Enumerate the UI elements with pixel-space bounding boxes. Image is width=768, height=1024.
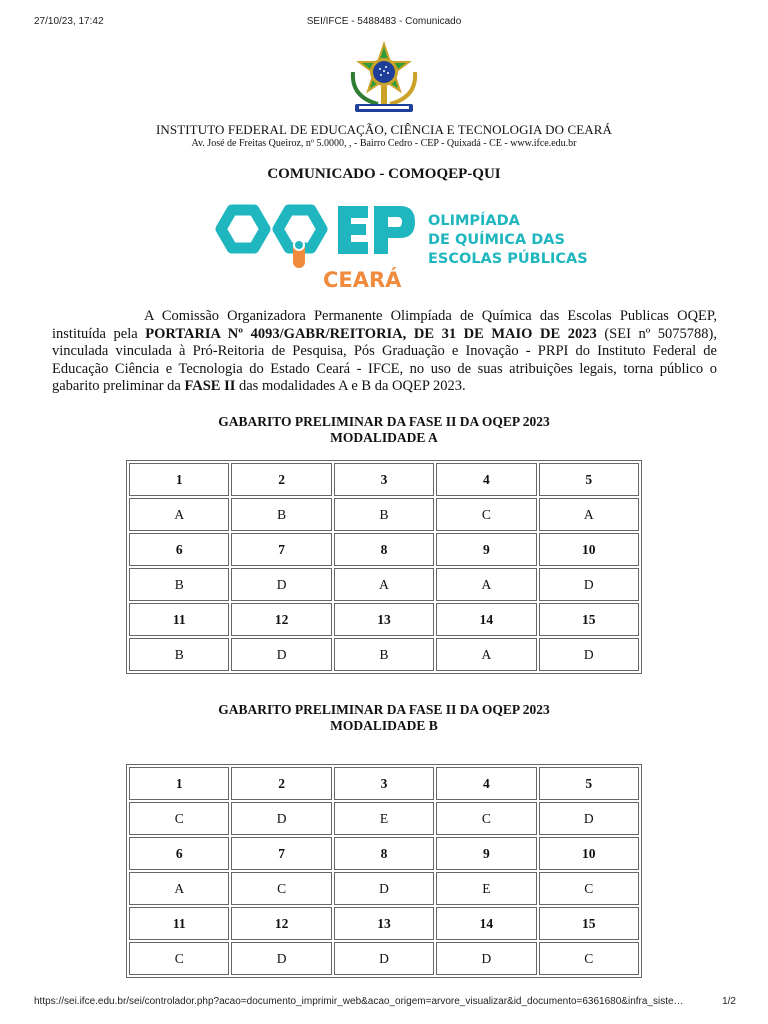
question-number-cell: 5 [539, 767, 639, 800]
answer-cell: D [231, 638, 331, 671]
answer-cell: E [436, 872, 536, 905]
table-row [129, 907, 639, 940]
gabarito-b-heading [0, 702, 768, 734]
question-number-cell: 10 [539, 533, 639, 566]
table-row [129, 463, 639, 496]
institution-name: INSTITUTO FEDERAL DE EDUCAÇÃO, CIÊNCIA E TECNOLOGIA DO CEARÁ [155, 122, 613, 137]
question-number-cell: 9 [436, 533, 536, 566]
answer-cell: C [129, 802, 229, 835]
gabarito-a-heading [0, 414, 768, 446]
answer-cell: D [231, 942, 331, 975]
answer-cell: B [129, 568, 229, 601]
page-number: 1/2 [722, 996, 736, 1007]
answer-cell: D [334, 872, 434, 905]
gabarito-a-title: GABARITO PRELIMINAR DA FASE II DA OQEP 2023 [218, 414, 550, 429]
question-number-cell: 2 [231, 463, 331, 496]
print-date: 27/10/23, 17:42 [34, 16, 104, 27]
question-number-cell: 12 [231, 603, 331, 636]
question-number-cell: 3 [334, 767, 434, 800]
print-header [0, 16, 768, 30]
question-number-cell: 13 [334, 907, 434, 940]
institution-address: Av. José de Freitas Queiroz, nº 5.0000, , - Bairro Cedro - CEP - Quixadá - CE - www.ifce.edu.br [191, 138, 577, 149]
question-number-cell: 9 [436, 837, 536, 870]
question-number-cell: 7 [231, 837, 331, 870]
question-number-cell: 3 [334, 463, 434, 496]
question-number-cell: 12 [231, 907, 331, 940]
question-number-cell: 6 [129, 533, 229, 566]
answer-cell: B [334, 498, 434, 531]
gabarito-a-table [126, 460, 642, 674]
question-number-cell: 11 [129, 907, 229, 940]
table-row [129, 767, 639, 800]
answer-cell: A [436, 638, 536, 671]
gabarito-b-table [126, 764, 642, 978]
question-number-cell: 5 [539, 463, 639, 496]
paragraph-text-2: (SEI nº 5075788), vinculada vinculada à Pró-Reitoria de Pesquisa, Pós Graduação e Inovação - PRPI do Instituto Federal de Educação Ciência e Tecnologia do Estado Ceará - IFCE, no uso de suas atribuições legais, torna público o gabarito preliminar da [52, 325, 718, 395]
question-number-cell: 8 [334, 533, 434, 566]
question-number-cell: 11 [129, 603, 229, 636]
answer-cell: C [231, 872, 331, 905]
gabarito-b-title: GABARITO PRELIMINAR DA FASE II DA OQEP 2023 [218, 702, 550, 717]
table-row [129, 802, 639, 835]
question-number-cell: 7 [231, 533, 331, 566]
answer-cell: B [334, 638, 434, 671]
answer-cell: A [334, 568, 434, 601]
answer-cell: D [539, 802, 639, 835]
document-title: COMUNICADO - COMOQEP-QUI [267, 166, 501, 182]
question-number-cell: 10 [539, 837, 639, 870]
announcement-paragraph [52, 308, 717, 396]
print-footer [0, 996, 768, 1010]
answer-cell: D [231, 802, 331, 835]
paragraph-text-1: A Comissão Organizadora Permanente Olimpíada de Química das Escolas Publicas OQEP, instituída pela [52, 308, 717, 342]
question-number-cell: 13 [334, 603, 434, 636]
question-number-cell: 4 [436, 463, 536, 496]
answer-cell: A [129, 872, 229, 905]
question-number-cell: 1 [129, 463, 229, 496]
question-number-cell: 14 [436, 603, 536, 636]
table-row [129, 498, 639, 531]
gabarito-a-subtitle: MODALIDADE A [330, 430, 438, 445]
oqep-tagline-3: ESCOLAS PÚBLICAS [428, 251, 588, 267]
answer-cell: C [539, 872, 639, 905]
oqep-tagline-2: DE QUÍMICA DAS [428, 232, 565, 248]
question-number-cell: 15 [539, 603, 639, 636]
answer-cell: D [539, 568, 639, 601]
table-row [129, 837, 639, 870]
answer-cell: B [129, 638, 229, 671]
question-number-cell: 6 [129, 837, 229, 870]
table-row [129, 638, 639, 671]
answer-cell: C [436, 802, 536, 835]
question-number-cell: 1 [129, 767, 229, 800]
answer-cell: A [539, 498, 639, 531]
oqep-wordmark-icon [221, 206, 415, 268]
answer-cell: A [436, 568, 536, 601]
answer-cell: B [231, 498, 331, 531]
answer-cell: C [436, 498, 536, 531]
print-url: https://sei.ifce.edu.br/sei/controlador.php?acao=documento_imprimir_web&acao_origem=arvore_visualizar&id_documento=6361680&infra_siste… [34, 996, 684, 1007]
table-row [129, 568, 639, 601]
oqep-tagline-1: OLIMPÍADA [428, 213, 520, 229]
table-row [129, 872, 639, 905]
paragraph-text-3: das modalidades A e B da OQEP 2023. [235, 378, 466, 395]
question-number-cell: 15 [539, 907, 639, 940]
print-page-title: SEI/IFCE - 5488483 - Comunicado [306, 16, 462, 27]
brazil-coat-of-arms-icon [343, 42, 425, 118]
oqep-subtitle: CEARÁ [323, 268, 402, 292]
question-number-cell: 4 [436, 767, 536, 800]
portaria-reference: PORTARIA Nº 4093/GABR/REITORIA, DE 31 DE MAIO DE 2023 [145, 325, 597, 342]
fase-label: FASE II [184, 378, 236, 395]
answer-cell: C [539, 942, 639, 975]
table-row [129, 533, 639, 566]
answer-cell: D [436, 942, 536, 975]
table-row [129, 942, 639, 975]
answer-cell: D [539, 638, 639, 671]
answer-cell: D [231, 568, 331, 601]
answer-cell: A [129, 498, 229, 531]
answer-cell: E [334, 802, 434, 835]
oqep-logo [210, 204, 588, 296]
table-row [129, 603, 639, 636]
question-number-cell: 8 [334, 837, 434, 870]
answer-cell: C [129, 942, 229, 975]
question-number-cell: 14 [436, 907, 536, 940]
answer-cell: D [334, 942, 434, 975]
question-number-cell: 2 [231, 767, 331, 800]
gabarito-b-subtitle: MODALIDADE B [330, 718, 438, 733]
